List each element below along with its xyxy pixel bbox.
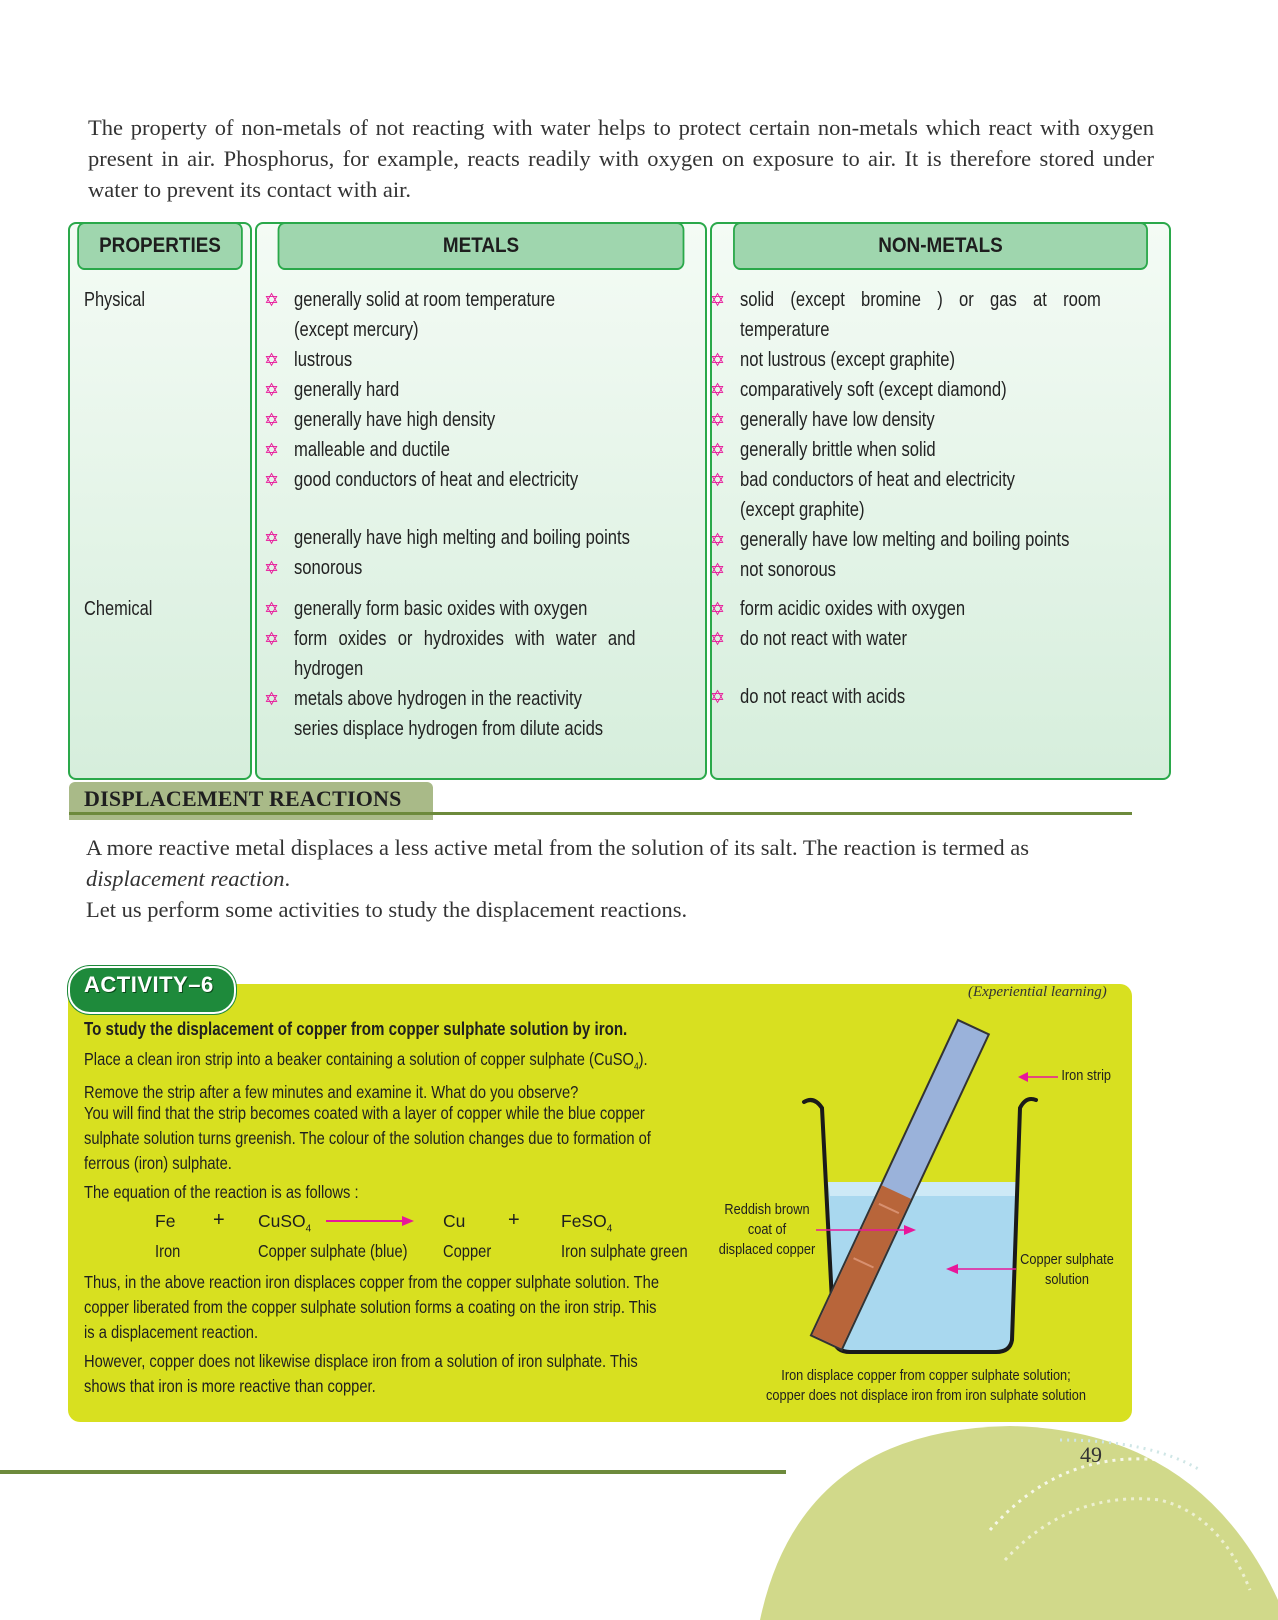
star-bullet-icon: ✡ <box>264 440 280 460</box>
star-bullet-icon: ✡ <box>710 470 726 490</box>
star-bullet-icon: ✡ <box>264 290 280 310</box>
list-item: ✡ generally brittle when solid <box>710 435 1155 465</box>
list-item: ✡ comparatively soft (except diamond) <box>710 375 1155 405</box>
eq-cu: Cu <box>443 1211 466 1231</box>
eq-feso4: FeSO$_4$ <box>561 1211 613 1235</box>
physical-label: Physical <box>84 289 146 311</box>
star-bullet-icon: ✡ <box>710 350 726 370</box>
star-bullet-icon: ✡ <box>710 530 726 550</box>
star-bullet-icon: ✡ <box>264 380 280 400</box>
star-bullet-icon: ✡ <box>710 380 726 400</box>
star-bullet-icon: ✡ <box>710 410 726 430</box>
list-item: ✡ solid (except bromine ) or gas at room temperature <box>710 285 1155 345</box>
list-item: ✡ generally have high melting and boiling points <box>264 523 704 553</box>
star-bullet-icon: ✡ <box>264 528 280 548</box>
intro-paragraph: The property of non-metals of not reacting with water helps to protect certain non-metals which react with oxygen present in air. Phosphorus, for example, reacts readily with oxygen on exposure to air. It is therefore stored under water to prevent its contact with air. <box>88 115 1154 202</box>
eq-plus-1: + <box>213 1209 225 1231</box>
header-metals: METALS <box>278 222 685 270</box>
eq-plus-2: + <box>508 1209 520 1231</box>
list-item: ✡ generally form basic oxides with oxygen <box>264 594 704 624</box>
activity-paragraph-2: You will find that the strip becomes coated with a layer of copper while the blue copper sulphate solution turns greenish. The colour of the solution changes due to formation of ferrous (iron) sulphate. <box>84 1103 651 1173</box>
star-bullet-icon: ✡ <box>264 350 280 370</box>
list-item: ✡ do not react with water <box>710 624 1155 654</box>
list-item: ✡ form oxides or hydroxides with water and hydrogen <box>264 624 704 684</box>
star-bullet-icon: ✡ <box>264 689 280 709</box>
list-item: ✡ generally hard <box>264 375 704 405</box>
eq-cuso4: CuSO$_4$ <box>258 1211 312 1235</box>
star-bullet-icon: ✡ <box>264 629 280 649</box>
activity-paragraph-4: Thus, in the above reaction iron displaces copper from the copper sulphate solution. The copper liberated from the copper sulphate solution forms a coating on the iron strip. This is a displacement reaction. <box>84 1272 660 1342</box>
eq-label-copper: Copper <box>443 1241 492 1261</box>
star-bullet-icon: ✡ <box>710 290 726 310</box>
star-bullet-icon: ✡ <box>710 440 726 460</box>
eq-label-iron-sulphate: Iron sulphate green <box>561 1241 688 1261</box>
eq-label-copper-sulphate: Copper sulphate (blue) <box>258 1241 408 1261</box>
activity-paragraph-1: Place a clean iron strip into a beaker containing a solution of copper sulphate (CuSO$_4$). Remove the strip after a few minutes and examine it. What do you observe? <box>84 1049 648 1102</box>
label-reddish-coat: Reddish brown coat of displaced copper <box>718 1202 816 1258</box>
list-item: ✡ generally have low melting and boiling points <box>710 525 1155 555</box>
star-bullet-icon: ✡ <box>264 470 280 490</box>
page-number: 49 <box>1080 1442 1102 1467</box>
eq-fe: Fe <box>155 1211 176 1231</box>
list-item: ✡ bad conductors of heat and electricity (except graphite) <box>710 465 1155 525</box>
label-iron-strip: Iron strip <box>1061 1068 1112 1084</box>
star-bullet-icon: ✡ <box>710 687 726 707</box>
list-item: ✡ do not react with acids <box>710 682 1155 712</box>
header-properties: PROPERTIES <box>77 222 243 270</box>
star-bullet-icon: ✡ <box>710 560 726 580</box>
header-nonmetals: NON-METALS <box>733 222 1148 270</box>
activity-paragraph-3: The equation of the reaction is as follows : <box>84 1182 359 1202</box>
star-bullet-icon: ✡ <box>264 410 280 430</box>
list-item: ✡ generally solid at room temperature (except mercury) <box>264 285 704 345</box>
list-item: ✡ not sonorous <box>710 555 1155 585</box>
activity-paragraph-5: However, copper does not likewise displace iron from a solution of iron sulphate. This shows that iron is more reactive than copper. <box>84 1351 638 1396</box>
star-bullet-icon: ✡ <box>710 599 726 619</box>
label-copper-sulphate: Copper sulphate solution <box>1020 1252 1114 1288</box>
list-item: ✡ lustrous <box>264 345 704 375</box>
star-bullet-icon: ✡ <box>264 599 280 619</box>
list-item: ✡ generally have low density <box>710 405 1155 435</box>
eq-label-iron: Iron <box>155 1241 181 1261</box>
section-paragraph: A more reactive metal displaces a less active metal from the solution of its salt. The reaction is termed as displacement reaction. Let us perform some activities to study the displacement reactions. <box>86 835 1030 922</box>
section-title: DISPLACEMENT REACTIONS <box>84 786 402 811</box>
footer-rule <box>0 1470 786 1474</box>
chemical-label: Chemical <box>84 598 153 620</box>
list-item: ✡ form acidic oxides with oxygen <box>710 594 1155 624</box>
list-item: ✡ metals above hydrogen in the reactivity series displace hydrogen from dilute acids <box>264 684 704 744</box>
list-item: ✡ sonorous <box>264 553 704 583</box>
figure-caption: Iron displace copper from copper sulphate solution; copper does not displace iron from iron sulphate solution <box>766 1368 1086 1404</box>
italic-term: displacement reaction <box>86 866 285 891</box>
activity-title: ACTIVITY–6 <box>84 972 214 997</box>
activity-heading: To study the displacement of copper from copper sulphate solution by iron. <box>84 1019 628 1039</box>
list-item: ✡ not lustrous (except graphite) <box>710 345 1155 375</box>
list-item: ✡ generally have high density <box>264 405 704 435</box>
list-item: ✡ good conductors of heat and electricity <box>264 465 704 495</box>
experiential-tag: (Experiential learning) <box>968 984 1107 1000</box>
star-bullet-icon: ✡ <box>264 558 280 578</box>
star-bullet-icon: ✡ <box>710 629 726 649</box>
list-item: ✡ malleable and ductile <box>264 435 704 465</box>
